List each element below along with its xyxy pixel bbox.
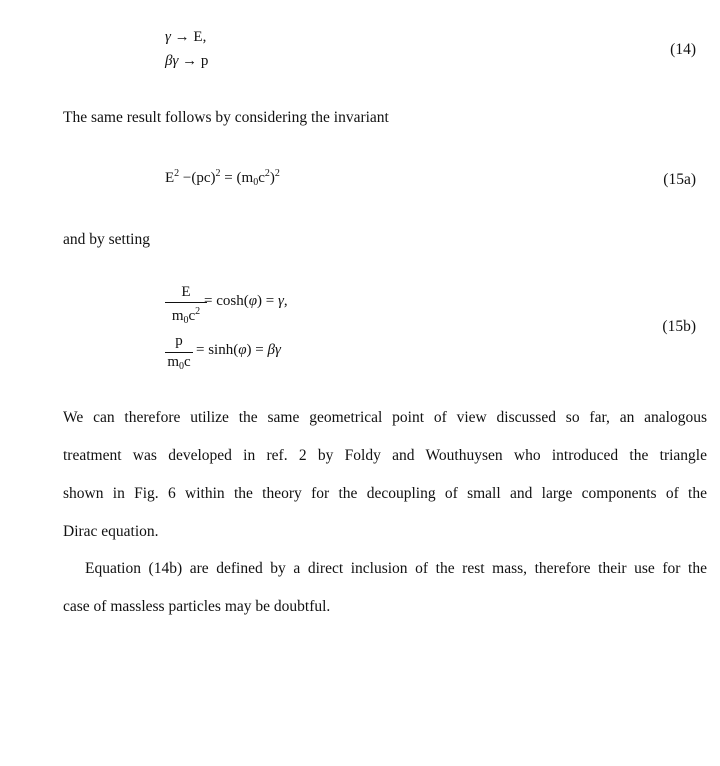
paragraph-1-line-1: We can therefore utilize the same geometrical point of view discussed so far, an analogous [63,409,707,426]
paragraph-2-line-1: Equation (14b) are defined by a direct inclusion of the rest mass, therefore their use for the [85,560,707,577]
fraction-1-denominator: $m_0c^2$ [171,306,201,326]
fraction-1-rhs: = cosh(φ) = γ, [204,293,288,309]
fraction-1-bar [165,302,207,303]
equation-number-15b: (15b) [662,318,696,335]
paragraph-2-line-2: case of massless particles may be doubtful. [63,598,331,615]
equation-15a-expression: $E^2 -(pc)^2 = (m_0c^2)^2$ [165,168,280,188]
fraction-2-bar [165,352,193,353]
body-text-setting: and by setting [63,231,150,248]
equation-number-14: (14) [670,41,696,58]
equation-number-15a: (15a) [663,171,696,188]
paragraph-1-line-2: treatment was developed in ref. 2 by Foldy and Wouthuysen who introduced the triangle [63,447,707,464]
equation-14-line-1: γ → E, [165,29,207,45]
paragraph-1-line-3: shown in Fig. 6 within the theory for the decoupling of small and large components of the [63,485,707,502]
paragraph-1-line-4: Dirac equation. [63,523,159,540]
fraction-2-numerator: p [175,333,183,349]
fraction-1-numerator: E [181,284,191,300]
fraction-2-rhs: = sinh(φ) = βγ [196,342,281,358]
equation-14-line-2: βγ → p [165,53,209,69]
body-text-invariant: The same result follows by considering the invariant [63,109,389,126]
fraction-2-denominator: $m_0c$ [167,354,191,372]
